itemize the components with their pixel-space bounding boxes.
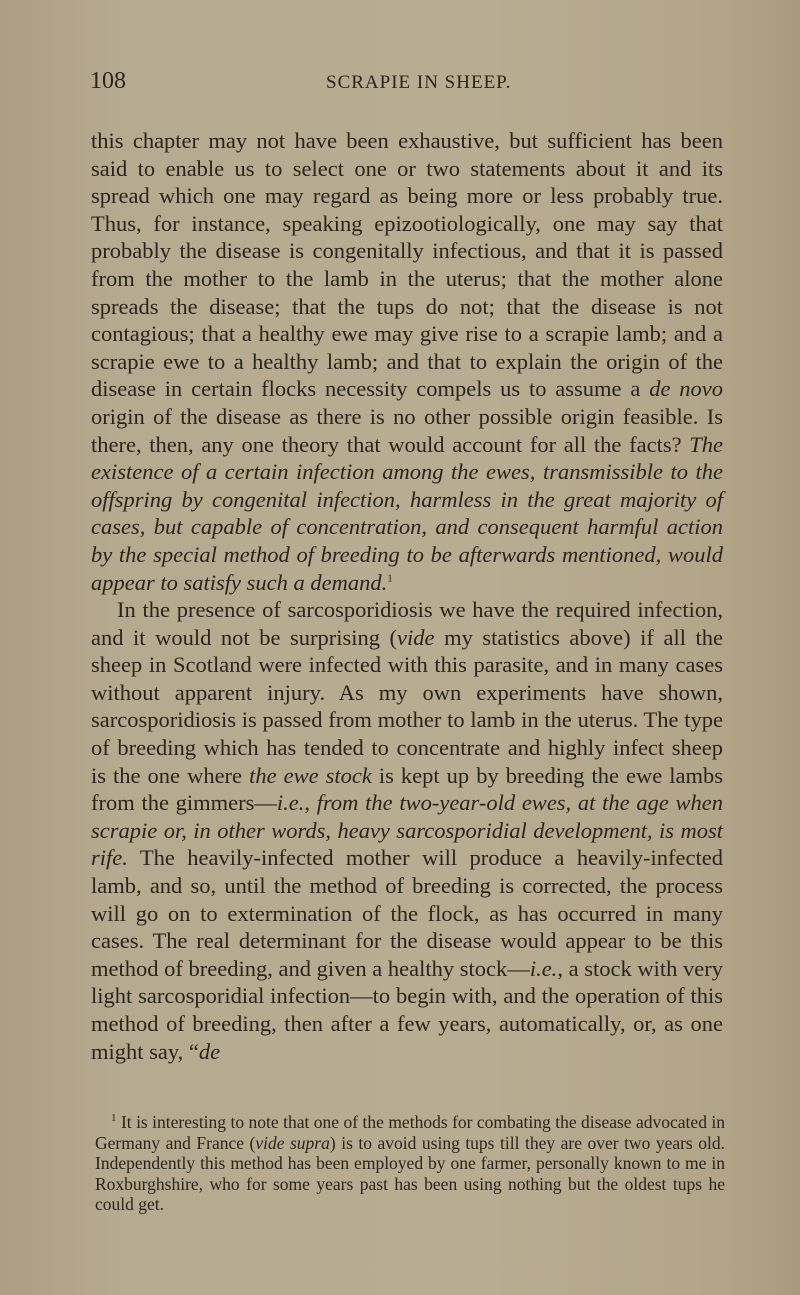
- page-number: 108: [90, 68, 126, 94]
- italic-text: The existence of a certain infection among the ewes, transmissible to the offspring by congenital infection, harmless in the great majority of cases, but capable of concentration, and consequent harmful action by the special method of breeding to be afterwards mentioned, would appear to satisfy such a demand.: [91, 431, 723, 595]
- text-run: , a stock with very light sarcosporidial infection—to begin with, and the operation of this method of breeding, then after a few years, automatically, or, as one might say, “: [91, 955, 723, 1064]
- running-title: SCRAPIE IN SHEEP.: [326, 72, 512, 93]
- page-header: [90, 68, 720, 98]
- footnote-marker: 1: [111, 1112, 117, 1125]
- text-run: ) is to avoid using tups till they are over two years old. Independently this method has been employed by one farmer, personally known to me in Roxburghshire, who for some years past has been using nothing but the oldest tups he could get.: [95, 1132, 725, 1214]
- paragraph: [91, 596, 723, 1065]
- italic-text: de novo: [649, 376, 723, 402]
- text-run: In the presence of sarcosporidiosis we have the required infection, and it would not be surprising (: [91, 597, 723, 650]
- text-run: is kept up by breeding the ewe lambs from the gimmers—: [91, 762, 724, 816]
- footnote: [95, 1112, 725, 1215]
- italic-text: from the two-year-old ewes, at the age when scrapie or, in other words, heavy sarcosporidial development, is most rife.: [91, 790, 724, 871]
- body-text: [91, 127, 723, 1065]
- text-run: ,: [304, 790, 317, 816]
- text-run: this chapter may not have been exhaustive, but sufficient has been said to enable us to select one or two statements about it and its spread which one may regard as being more or less probably true. Thus, for instance, speaking epizootiologically, one may say that probably the disease is congenitally infectious, and that it is passed from the mother to the lamb in the uterus; that the mother alone spreads the disease; that the tups do not; that the disease is not contagious; that a healthy ewe may give rise to a scrapie lamb; and a scrapie ewe to a healthy lamb; and that to explain the origin of the disease in certain flocks necessity compels us to assume a: [91, 128, 723, 402]
- italic-text: the ewe stock: [249, 762, 372, 788]
- text-run: It is interesting to note that one of the methods for combating the disease advocated in Germany and France (: [95, 1112, 725, 1153]
- footnotes: [95, 1112, 725, 1215]
- italic-text: i.e.: [276, 790, 305, 816]
- footnote-marker: 1: [387, 572, 393, 584]
- italic-text: i.e.: [529, 955, 558, 981]
- italic-text: de: [198, 1038, 221, 1064]
- italic-text: vide supra: [255, 1132, 330, 1153]
- text-run: The heavily-infected mother will produce a heavily-infected lamb, and so, until the method of breeding is corrected, the process will go on to extermination of the flock, as has occurred in many cases. The real determinant for the disease would appear to be this method of breeding, and given a healthy stock—: [91, 845, 723, 981]
- italic-text: vide: [397, 624, 435, 650]
- text-run: my statistics above) if all the sheep in Scotland were infected with this parasite, and in many cases without apparent injury. As my own experiments have shown, sarcosporidiosis is passed from mother to lamb in the uterus. The type of breeding which has tended to concentrate and highly infect sheep is the one where: [91, 624, 723, 788]
- text-run: origin of the disease as there is no other possible origin feasible. Is there, then, any one theory that would account for all the facts?: [91, 403, 723, 457]
- paragraph: [91, 127, 723, 596]
